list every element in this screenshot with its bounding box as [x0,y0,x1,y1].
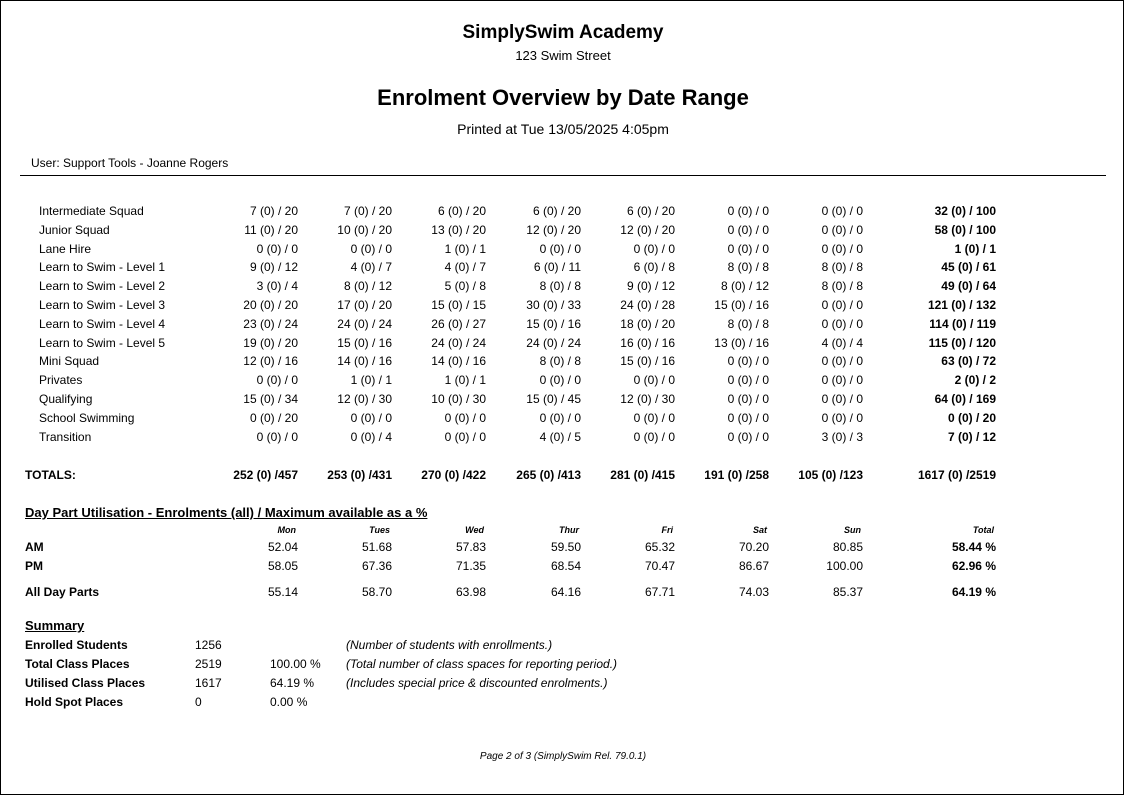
enrolment-cell: 0 (0) / 0 [727,429,769,444]
class-row [1,279,1124,298]
row-total: 64 (0) / 169 [934,392,996,406]
row-total: 0 (0) / 20 [947,410,996,425]
enrolment-cell: 12 (0) / 20 [620,222,675,237]
class-name: Learn to Swim - Level 1 [39,260,166,275]
day-header: Total [972,525,994,535]
row-total: 45 (0) / 61 [941,260,996,275]
enrolment-cell: 0 (0) / 0 [444,410,486,425]
enrolment-cell: 0 (0) / 0 [821,316,863,331]
utilisation-cell: 51.68 [361,540,392,554]
summary-label: Utilised Class Places [25,676,146,690]
enrolment-cell: 0 (0) / 0 [633,410,675,425]
enrolment-cell: 0 (0) / 0 [821,373,863,388]
enrolment-cell: 8 (0) / 8 [821,279,863,294]
utilisation-cell: 67.36 [361,559,392,573]
enrolment-cell: 8 (0) / 8 [727,316,769,331]
day-header: Mon [277,525,296,535]
header-divider [20,175,1106,176]
utilisation-title: Day Part Utilisation - Enrolments (all) / Maximum available as a % [25,505,428,520]
enrolment-cell: 7 (0) / 20 [343,204,392,218]
enrolment-cell: 0 (0) / 0 [539,410,581,425]
enrolment-cell: 3 (0) / 3 [821,429,863,444]
enrolment-cell: 4 (0) / 5 [539,429,581,444]
utilisation-cell: 86.67 [738,559,769,573]
enrolment-cell: 0 (0) / 0 [727,241,769,256]
enrolment-cell: 0 (0) / 0 [821,241,863,256]
summary-label: Hold Spot Places [25,695,124,709]
summary-label: Total Class Places [25,657,130,671]
class-name: Junior Squad [39,222,110,237]
class-row [1,392,1124,411]
enrolment-cell: 0 (0) / 0 [256,241,298,256]
enrolment-cell: 0 (0) / 0 [633,429,675,444]
organisation-name: SimplySwim Academy [462,22,664,43]
enrolment-cell: 0 (0) / 0 [821,222,863,237]
enrolment-cell: 10 (0) / 30 [431,392,486,406]
summary-value: 1256 [195,638,222,652]
enrolment-cell: 0 (0) / 0 [727,222,769,237]
enrolment-cell: 9 (0) / 12 [626,279,675,294]
enrolment-cell: 6 (0) / 20 [437,204,486,218]
summary-percent: 64.19 % [270,676,315,690]
enrolment-cell: 15 (0) / 34 [243,392,298,406]
summary-note: (Includes special price & discounted enrolments.) [346,676,608,690]
class-name: Intermediate Squad [39,204,144,218]
enrolment-cell: 18 (0) / 20 [620,316,675,331]
row-total: 63 (0) / 72 [941,354,996,369]
class-name: Privates [39,373,83,388]
utilisation-cell: 65.32 [644,540,675,554]
class-row [1,354,1124,373]
utilisation-cell: 70.47 [644,559,675,573]
row-total: 121 (0) / 132 [927,298,996,312]
enrolment-cell: 3 (0) / 4 [256,279,298,294]
enrolment-cell: 8 (0) / 12 [720,279,769,294]
enrolment-cell: 14 (0) / 16 [431,354,486,369]
enrolment-cell: 24 (0) / 28 [620,298,675,312]
class-name: Learn to Swim - Level 4 [39,316,166,331]
class-name: Learn to Swim - Level 5 [39,335,166,350]
day-part-label: All Day Parts [25,585,100,599]
enrolment-cell: 0 (0) / 0 [821,410,863,425]
enrolment-cell: 15 (0) / 15 [431,298,486,312]
utilisation-total: 58.44 % [951,540,996,554]
enrolment-cell: 15 (0) / 16 [620,354,675,369]
enrolment-cell: 8 (0) / 8 [539,279,581,294]
totals-label: TOTALS: [25,468,76,482]
utilisation-cell: 58.05 [267,559,298,573]
utilisation-cell: 85.37 [832,585,863,599]
summary-row [1,638,1124,657]
report-user: User: Support Tools - Joanne Rogers [31,156,229,170]
row-total: 7 (0) / 12 [947,429,996,444]
day-part-label: PM [25,559,43,573]
enrolment-cell: 15 (0) / 45 [526,392,581,406]
summary-row [1,676,1124,695]
enrolment-cell: 6 (0) / 20 [532,204,581,218]
class-row [1,204,1124,223]
utilisation-cell: 74.03 [738,585,769,599]
class-row [1,242,1124,261]
enrolment-cell: 6 (0) / 20 [626,204,675,218]
enrolment-cell: 13 (0) / 20 [431,222,486,237]
enrolment-cell: 19 (0) / 20 [243,335,298,350]
enrolment-cell: 8 (0) / 12 [343,279,392,294]
enrolment-cell: 8 (0) / 8 [727,260,769,275]
summary-label: Enrolled Students [25,638,128,652]
utilisation-cell: 68.54 [550,559,581,573]
enrolment-cell: 1 (0) / 1 [350,373,392,388]
day-part-label: AM [25,540,44,554]
enrolment-cell: 8 (0) / 8 [821,260,863,275]
summary-value: 0 [195,695,202,709]
enrolment-cell: 5 (0) / 8 [444,279,486,294]
utilisation-cell: 71.35 [455,559,486,573]
enrolment-cell: 17 (0) / 20 [337,298,392,312]
enrolment-cell: 24 (0) / 24 [431,335,486,350]
enrolment-cell: 24 (0) / 24 [337,316,392,331]
summary-title: Summary [25,618,85,633]
totals-cell: 281 (0) /415 [610,468,675,482]
class-row [1,411,1124,430]
totals-cell: 105 (0) /123 [798,468,863,482]
enrolment-cell: 15 (0) / 16 [526,316,581,331]
enrolment-cell: 1 (0) / 1 [444,241,486,256]
enrolment-cell: 12 (0) / 30 [337,392,392,406]
summary-value: 2519 [195,657,222,671]
enrolment-cell: 0 (0) / 0 [633,241,675,256]
enrolment-cell: 0 (0) / 0 [727,354,769,369]
summary-row [1,695,1124,714]
utilisation-cell: 100.00 [826,559,863,573]
enrolment-cell: 0 (0) / 0 [727,373,769,388]
utilisation-cell: 58.70 [361,585,392,599]
utilisation-row [1,559,1124,578]
utilisation-total: 62.96 % [951,559,996,573]
grand-total: 1617 (0) /2519 [917,468,996,482]
row-total: 49 (0) / 64 [941,279,996,294]
day-header: Thur [559,525,579,535]
utilisation-cell: 63.98 [455,585,486,599]
utilisation-cell: 57.83 [455,540,486,554]
enrolment-cell: 4 (0) / 4 [821,335,863,350]
totals-cell: 270 (0) /422 [421,468,486,482]
utilisation-total: 64.19 % [951,585,996,599]
utilisation-cell: 64.16 [550,585,581,599]
day-header: Fri [661,525,673,535]
enrolment-cell: 24 (0) / 24 [526,335,581,350]
enrolment-cell: 12 (0) / 30 [620,392,675,406]
enrolment-cell: 16 (0) / 16 [620,335,675,350]
day-header: Sat [752,525,767,535]
class-name: Lane Hire [39,241,92,256]
enrolment-cell: 0 (0) / 0 [821,204,863,218]
enrolment-cell: 6 (0) / 8 [633,260,675,275]
enrolment-cell: 0 (0) / 0 [821,298,863,312]
totals-row [1,468,1124,487]
enrolment-cell: 1 (0) / 1 [444,373,486,388]
enrolment-cell: 12 (0) / 20 [526,222,581,237]
summary-value: 1617 [195,676,222,690]
row-total: 58 (0) / 100 [934,222,996,237]
enrolment-cell: 0 (0) / 0 [444,429,486,444]
totals-cell: 191 (0) /258 [704,468,769,482]
row-total: 32 (0) / 100 [934,204,996,218]
totals-cell: 252 (0) /457 [233,468,298,482]
class-row [1,317,1124,336]
totals-cell: 265 (0) /413 [516,468,581,482]
class-name: Qualifying [39,392,93,406]
enrolment-cell: 15 (0) / 16 [337,335,392,350]
enrolment-cell: 0 (0) / 0 [821,354,863,369]
row-total: 2 (0) / 2 [954,373,996,388]
utilisation-cell: 67.71 [644,585,675,599]
enrolment-cell: 9 (0) / 12 [249,260,298,275]
day-header: Wed [465,525,484,535]
report-title: Enrolment Overview by Date Range [377,85,749,110]
enrolment-cell: 8 (0) / 8 [539,354,581,369]
enrolment-cell: 0 (0) / 20 [249,410,298,425]
totals-cell: 253 (0) /431 [327,468,392,482]
row-total: 115 (0) / 120 [928,335,996,350]
utilisation-cell: 52.04 [267,540,298,554]
enrolment-cell: 4 (0) / 7 [350,260,392,275]
enrolment-cell: 0 (0) / 4 [350,429,392,444]
enrolment-cell: 0 (0) / 0 [633,373,675,388]
class-row [1,373,1124,392]
enrolment-cell: 26 (0) / 27 [431,316,486,331]
enrolment-cell: 0 (0) / 0 [727,410,769,425]
summary-note: (Number of students with enrollments.) [346,638,553,652]
summary-percent: 0.00 % [270,695,308,709]
day-header: Sun [844,525,861,535]
summary-percent: 100.00 % [270,657,321,671]
enrolment-cell: 13 (0) / 16 [714,335,769,350]
enrolment-cell: 6 (0) / 11 [533,260,581,275]
class-name: Learn to Swim - Level 3 [39,298,166,312]
enrolment-cell: 0 (0) / 0 [256,429,298,444]
class-row [1,298,1124,317]
enrolment-cell: 30 (0) / 33 [526,298,581,312]
row-total: 1 (0) / 1 [954,241,996,256]
enrolment-cell: 0 (0) / 0 [727,204,769,218]
enrolment-cell: 14 (0) / 16 [337,354,392,369]
enrolment-cell: 0 (0) / 0 [539,373,581,388]
enrolment-cell: 7 (0) / 20 [249,204,298,218]
enrolment-cell: 11 (0) / 20 [244,222,298,237]
class-name: Transition [39,429,92,444]
enrolment-cell: 10 (0) / 20 [337,222,392,237]
class-row [1,430,1124,449]
utilisation-row [1,585,1124,604]
class-row [1,260,1124,279]
class-name: Mini Squad [39,354,100,369]
utilisation-cell: 59.50 [550,540,581,554]
enrolment-cell: 0 (0) / 0 [727,392,769,406]
enrolment-cell: 23 (0) / 24 [243,316,298,331]
utilisation-row [1,540,1124,559]
printed-timestamp: Printed at Tue 13/05/2025 4:05pm [457,121,669,137]
enrolment-cell: 0 (0) / 0 [821,392,863,406]
summary-note: (Total number of class spaces for reporting period.) [346,657,618,671]
class-row [1,336,1124,355]
utilisation-cell: 80.85 [832,540,863,554]
enrolment-cell: 20 (0) / 20 [243,298,298,312]
enrolment-cell: 4 (0) / 7 [444,260,486,275]
page-footer: Page 2 of 3 (SimplySwim Rel. 79.0.1) [479,751,647,762]
summary-row [1,657,1124,676]
class-name: Learn to Swim - Level 2 [39,279,166,294]
organisation-address: 123 Swim Street [515,48,611,63]
enrolment-cell: 0 (0) / 0 [350,241,392,256]
class-row [1,223,1124,242]
enrolment-cell: 12 (0) / 16 [243,354,298,369]
enrolment-cell: 15 (0) / 16 [714,298,769,312]
day-header: Tues [369,525,390,535]
class-name: School Swimming [39,410,135,425]
utilisation-cell: 55.14 [267,585,298,599]
enrolment-cell: 0 (0) / 0 [350,410,392,425]
row-total: 114 (0) / 119 [929,316,996,331]
enrolment-cell: 0 (0) / 0 [539,241,581,256]
utilisation-cell: 70.20 [738,540,769,554]
enrolment-cell: 0 (0) / 0 [256,373,298,388]
